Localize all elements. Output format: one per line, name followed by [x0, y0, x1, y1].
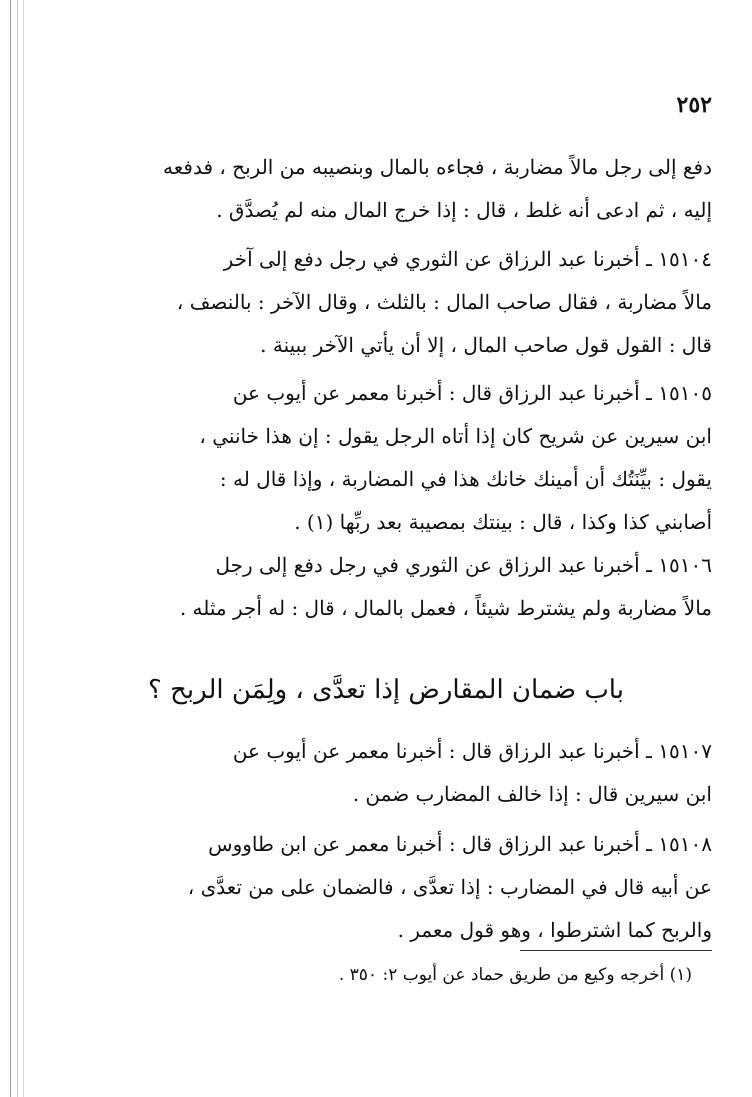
paragraph-continuation	[60, 146, 712, 232]
section-heading: باب ضمان المقارض إذا تعدَّى ، ولِمَن الربح ؟	[148, 675, 624, 705]
text-line: مالاً مضاربة ، فقال صاحب المال : بالثلث ، وقال الآخر : بالنصف ،	[176, 290, 712, 314]
text-line: مالاً مضاربة ولم يشترط شيئاً ، فعمل بالمال ، قال : له أجر مثله .	[179, 596, 712, 620]
page-number: ٢٥٢	[676, 92, 712, 118]
text-line: دفع إلى رجل مالاً مضاربة ، فجاءه بالمال وبنصيبه من الربح ، فدفعه	[163, 155, 712, 179]
text-line: ابن سيرين عن شريح كان إذا أتاه الرجل يقول : إن هذا خانني ،	[199, 424, 712, 448]
hadith-15107	[60, 730, 712, 816]
text-line: ابن سيرين قال : إذا خالف المضارب ضمن .	[352, 782, 712, 806]
hadith-15106	[60, 544, 712, 630]
text-line: ١٥١٠٦ ـ أخبرنا عبد الرزاق عن الثوري في رجل دفع إلى رجل	[215, 553, 712, 577]
text-line: ١٥١٠٥ ـ أخبرنا عبد الرزاق قال : أخبرنا معمر عن أيوب عن	[232, 381, 712, 405]
text-line: إليه ، ثم ادعى أنه غلط ، قال : إذا خرج المال منه لم يُصدَّق .	[216, 198, 712, 222]
hadith-15105	[60, 372, 712, 544]
page-edge-line	[10, 0, 11, 1097]
hadith-15108	[60, 823, 712, 952]
footnote: (١) أخرجه وكيع من طريق حماد عن أيوب ٢: ٣٥٠ .	[338, 965, 692, 985]
hadith-15104	[60, 238, 712, 367]
text-line: أصابني كذا وكذا ، قال : بينتك بمصيبة بعد ربِّها (١) .	[294, 510, 712, 534]
page-edge-line	[17, 0, 18, 1097]
book-page	[60, 0, 712, 1097]
text-line: والربح كما اشترطوا ، وهو قول معمر .	[397, 918, 712, 942]
text-line: يقول : بيِّنَتُك أن أمينك خانك هذا في المضاربة ، وإذا قال له :	[219, 467, 712, 491]
text-line: عن أبيه قال في المضارب : إذا تعدَّى ، فالضمان على من تعدَّى ،	[187, 875, 712, 899]
text-line: ١٥١٠٨ ـ أخبرنا عبد الرزاق قال : أخبرنا معمر عن ابن طاووس	[208, 832, 712, 856]
text-line: ١٥١٠٧ ـ أخبرنا عبد الرزاق قال : أخبرنا معمر عن أيوب عن	[232, 739, 712, 763]
footnote-separator	[520, 950, 712, 951]
text-line: ١٥١٠٤ ـ أخبرنا عبد الرزاق عن الثوري في رجل دفع إلى آخر	[223, 247, 712, 271]
page-edge-line	[23, 0, 24, 1097]
text-line: قال : القول قول صاحب المال ، إلا أن يأتي الآخر ببينة .	[260, 333, 712, 357]
